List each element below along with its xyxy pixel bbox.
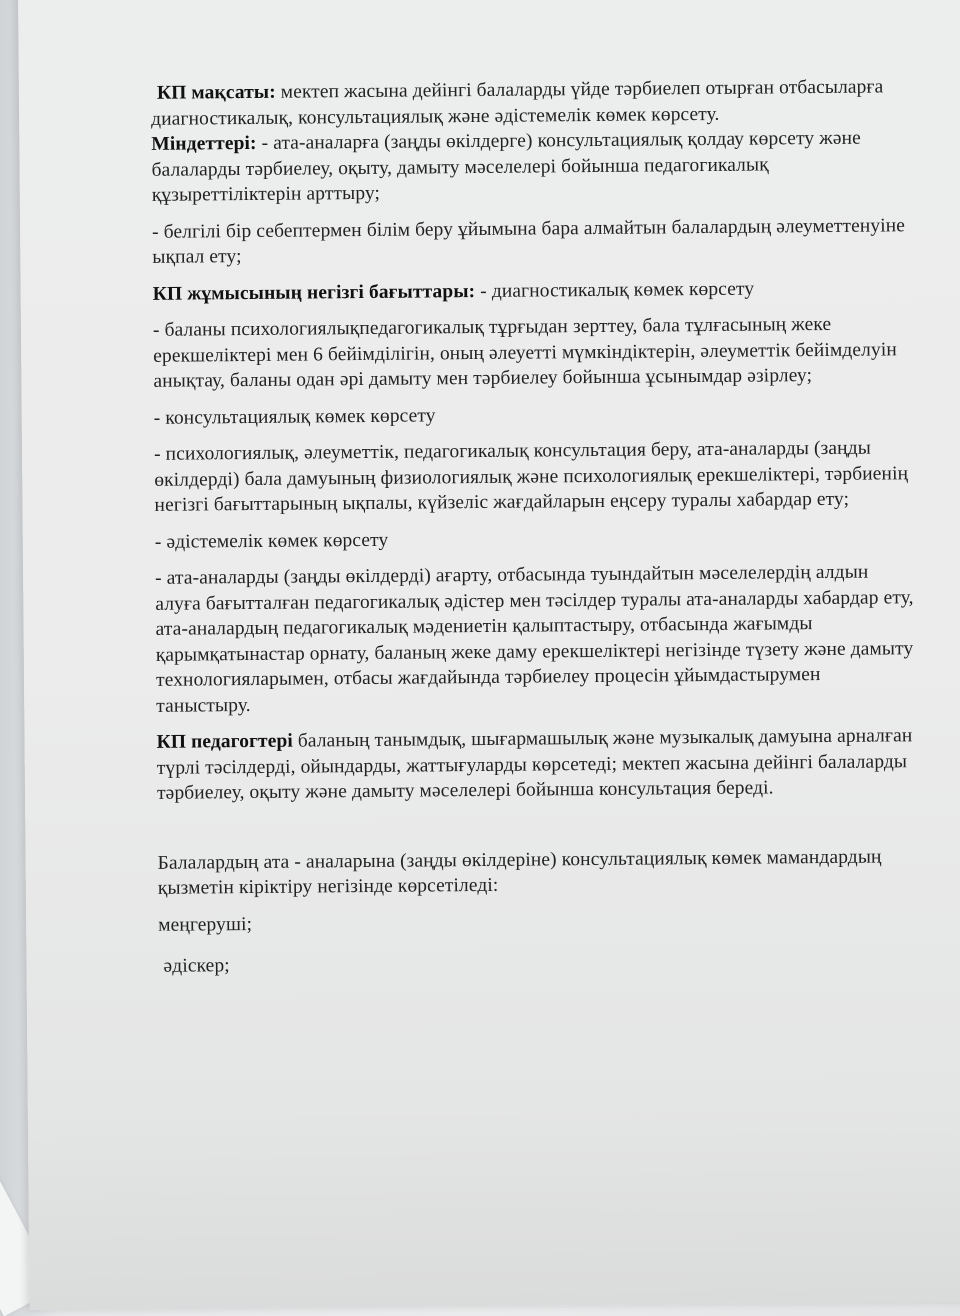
teachers-paragraph	[156, 723, 917, 806]
consult-heading: - консультациялық көмек көрсету	[153, 404, 436, 429]
consult-paragraph: - психологиялық, әлеуметтік, педагогикалық консультация беру, ата-аналарды (заңды өкілдерді) бала дамуының физиологиялық және психологиялық ерекшеліктері, тәрбиенің негізгі бағыттарының ықпалы, күйзеліс жағдайларын еңсеру туралы хабардар ету;	[153, 437, 909, 516]
role-methodist: әдіскер;	[158, 955, 230, 977]
document-body	[151, 74, 919, 995]
task-2-paragraph: - белгілі бір себептермен білім беру ұйымына бара алмайтын балалардың әлеуметтенуіне ықпал ету;	[152, 214, 906, 268]
method-paragraph: - ата-аналарды (заңды өкілдерді) ағарту, отбасында туындайтын мәселелердің алдын алуға бағытталған педагогикалық әдістер мен тәсілдер туралы ата-аналарды хабардар ету, ата-аналардың педагогикалық мәдениетін қалыптастыру, отбасында жағымды қарымқатынастар орнату, баланың жеке даму ерекшеліктері негізінде түзету және дамыту технологияларымен, отбасы жағдайында тәрбиелеу процесін ұйымдастырумен таныстыру.	[155, 561, 914, 717]
teachers-label: КП педагогтері	[156, 730, 293, 753]
directions-text: - диагностикалық көмек көрсету	[475, 278, 755, 302]
directions-label: КП жұмысының негізгі бағыттары:	[152, 280, 476, 305]
tasks-label: Міндеттері:	[151, 132, 257, 155]
goal-label: КП мақсаты:	[156, 81, 276, 104]
closing-paragraph: Балалардың ата - аналарына (заңды өкілдеріне) консультациялық көмек мамандардың қызметін кіріктіру негізінде көрсетіледі:	[157, 845, 882, 899]
directions-paragraph	[153, 275, 913, 307]
goal-paragraph	[151, 74, 911, 132]
role-head: меңгеруші;	[158, 913, 253, 936]
teachers-text: баланың танымдық, шығармашылық және музыкалық дамуына арналған түрлі тәсілдерді, ойындарды, жаттығуларды көрсетеді; мектеп жасына дейінгі балаларды тәрбиелеу, оқыту және дамыту мәселелері бойынша консультация береді.	[156, 725, 913, 804]
goal-text: мектеп жасына дейінгі балаларды үйде тәрбиелеп отырған отбасыларға диагностикалық, консультациялық және әдістемелік көмек көрсету.	[151, 76, 884, 130]
method-heading: - әдістемелік көмек көрсету	[154, 529, 389, 553]
diagnostic-paragraph: - баланы психологиялықпедагогикалық тұрғыдан зерттеу, бала тұлғасының жеке ерекшеліктері мен 6 бейімділігін, оның әлеуетті мүмкіндіктерін, әлеуметтік бейімделуін анықтау, баланы одан әрі дамыту мен тәрбиелеу бойынша ұсынымдар әзірлеу;	[152, 313, 897, 392]
tasks-paragraph	[151, 125, 912, 208]
tasks-text: - ата-аналарға (заңды өкілдерге) консультациялық қолдау көрсету және балаларды тәрбиелеу, оқыту, дамыту мәселелері бойынша педагогикалық құзыреттіліктерін арттыру;	[151, 127, 861, 206]
paper-sheet	[18, 0, 960, 1310]
